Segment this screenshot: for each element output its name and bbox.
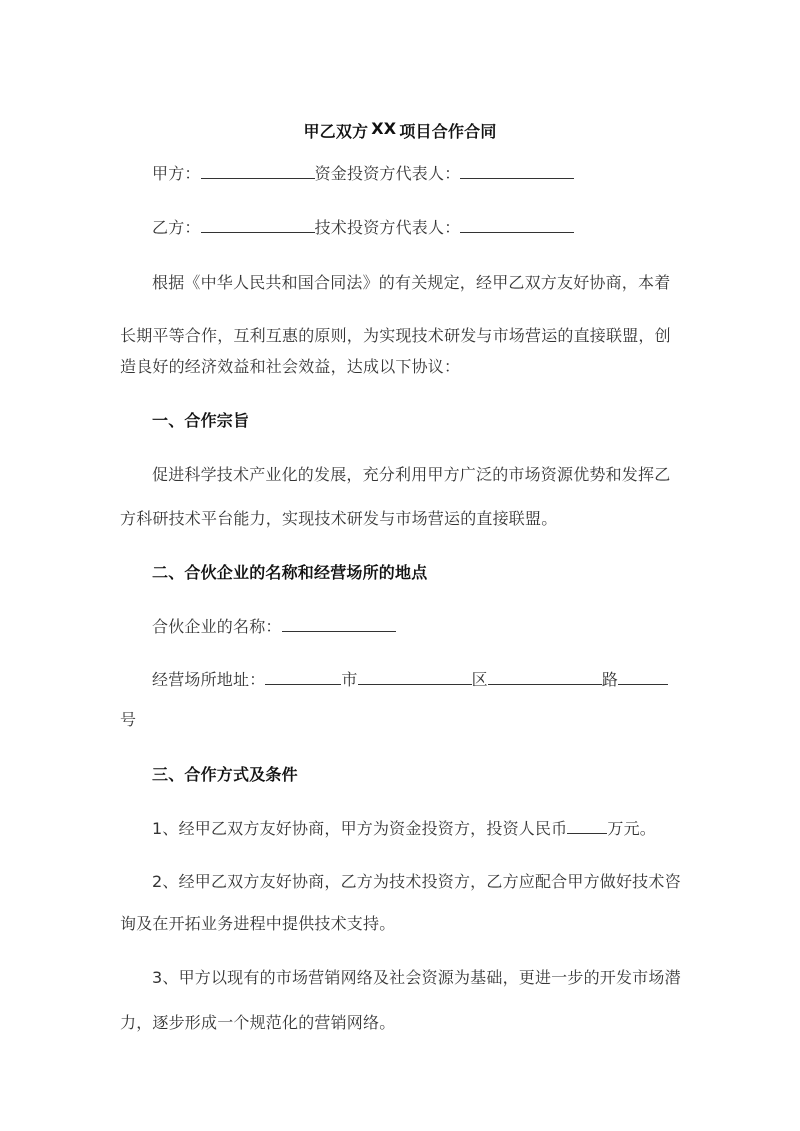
section-3-item-3-line-1: 3、甲方以现有的市场营销网络及社会资源为基础，更进一步的开发市场潜 bbox=[152, 968, 681, 987]
item-1-unit: 万元。 bbox=[607, 819, 656, 838]
address-road-label: 路 bbox=[601, 670, 619, 689]
address-label: 经营场所地址： bbox=[152, 670, 266, 689]
address-row bbox=[152, 670, 668, 690]
intro-line-3: 造良好的经济效益和社会效益，达成以下协议： bbox=[120, 357, 461, 376]
title-part-2: 项目合作合同 bbox=[399, 122, 497, 141]
partnership-name-blank[interactable] bbox=[282, 617, 396, 632]
section-3-heading: 三、合作方式及条件 bbox=[152, 765, 298, 784]
partnership-name-label: 合伙企业的名称： bbox=[152, 617, 282, 636]
section-3-item-3-line-2: 力，逐步形成一个规范化的营销网络。 bbox=[120, 1013, 396, 1032]
section-3-item-2-line-2: 询及在开拓业务进程中提供技术支持。 bbox=[120, 914, 396, 933]
party-b-label: 乙方： bbox=[152, 218, 201, 237]
party-b-blank[interactable] bbox=[201, 218, 315, 233]
title-part-1: 甲乙双方 bbox=[303, 122, 369, 141]
address-number-label: 号 bbox=[120, 710, 137, 729]
intro-line-1: 根据《中华人民共和国合同法》的有关规定，经甲乙双方友好协商，本着 bbox=[152, 273, 671, 292]
party-b-row bbox=[152, 218, 574, 238]
party-a-rep-label: 资金投资方代表人： bbox=[314, 164, 461, 183]
investment-amount-blank[interactable] bbox=[567, 819, 607, 834]
address-district-blank[interactable] bbox=[358, 670, 472, 685]
address-city-label: 市 bbox=[341, 670, 358, 689]
party-a-row bbox=[152, 164, 574, 184]
party-a-label: 甲方： bbox=[152, 164, 201, 183]
section-1-line-1: 促进科学技术产业化的发展，充分利用甲方广泛的市场资源优势和发挥乙 bbox=[152, 465, 671, 484]
address-city-blank[interactable] bbox=[265, 670, 341, 685]
item-1-text: 1、经甲乙双方友好协商，甲方为资金投资方，投资人民币 bbox=[152, 819, 568, 838]
title-placeholder-xx: XX bbox=[371, 119, 397, 138]
section-3-item-1 bbox=[152, 819, 656, 839]
party-b-rep-blank[interactable] bbox=[460, 218, 574, 233]
document-title bbox=[0, 119, 800, 142]
party-b-rep-label: 技术投资方代表人： bbox=[314, 218, 461, 237]
party-a-rep-blank[interactable] bbox=[460, 164, 574, 179]
section-3-item-2-line-1: 2、经甲乙双方友好协商，乙方为技术投资方，乙方应配合甲方做好技术咨 bbox=[152, 872, 681, 891]
address-road-blank[interactable] bbox=[488, 670, 602, 685]
section-2-heading: 二、合伙企业的名称和经营场所的地点 bbox=[152, 563, 428, 582]
partnership-name-row bbox=[152, 617, 396, 637]
address-number-blank[interactable] bbox=[618, 670, 668, 685]
address-district-label: 区 bbox=[471, 670, 488, 689]
intro-line-2: 长期平等合作，互利互惠的原则，为实现技术研发与市场营运的直接联盟，创 bbox=[120, 326, 671, 345]
party-a-blank[interactable] bbox=[201, 164, 315, 179]
section-1-line-2: 方科研技术平台能力，实现技术研发与市场营运的直接联盟。 bbox=[120, 509, 558, 528]
section-1-heading: 一、合作宗旨 bbox=[152, 411, 250, 430]
